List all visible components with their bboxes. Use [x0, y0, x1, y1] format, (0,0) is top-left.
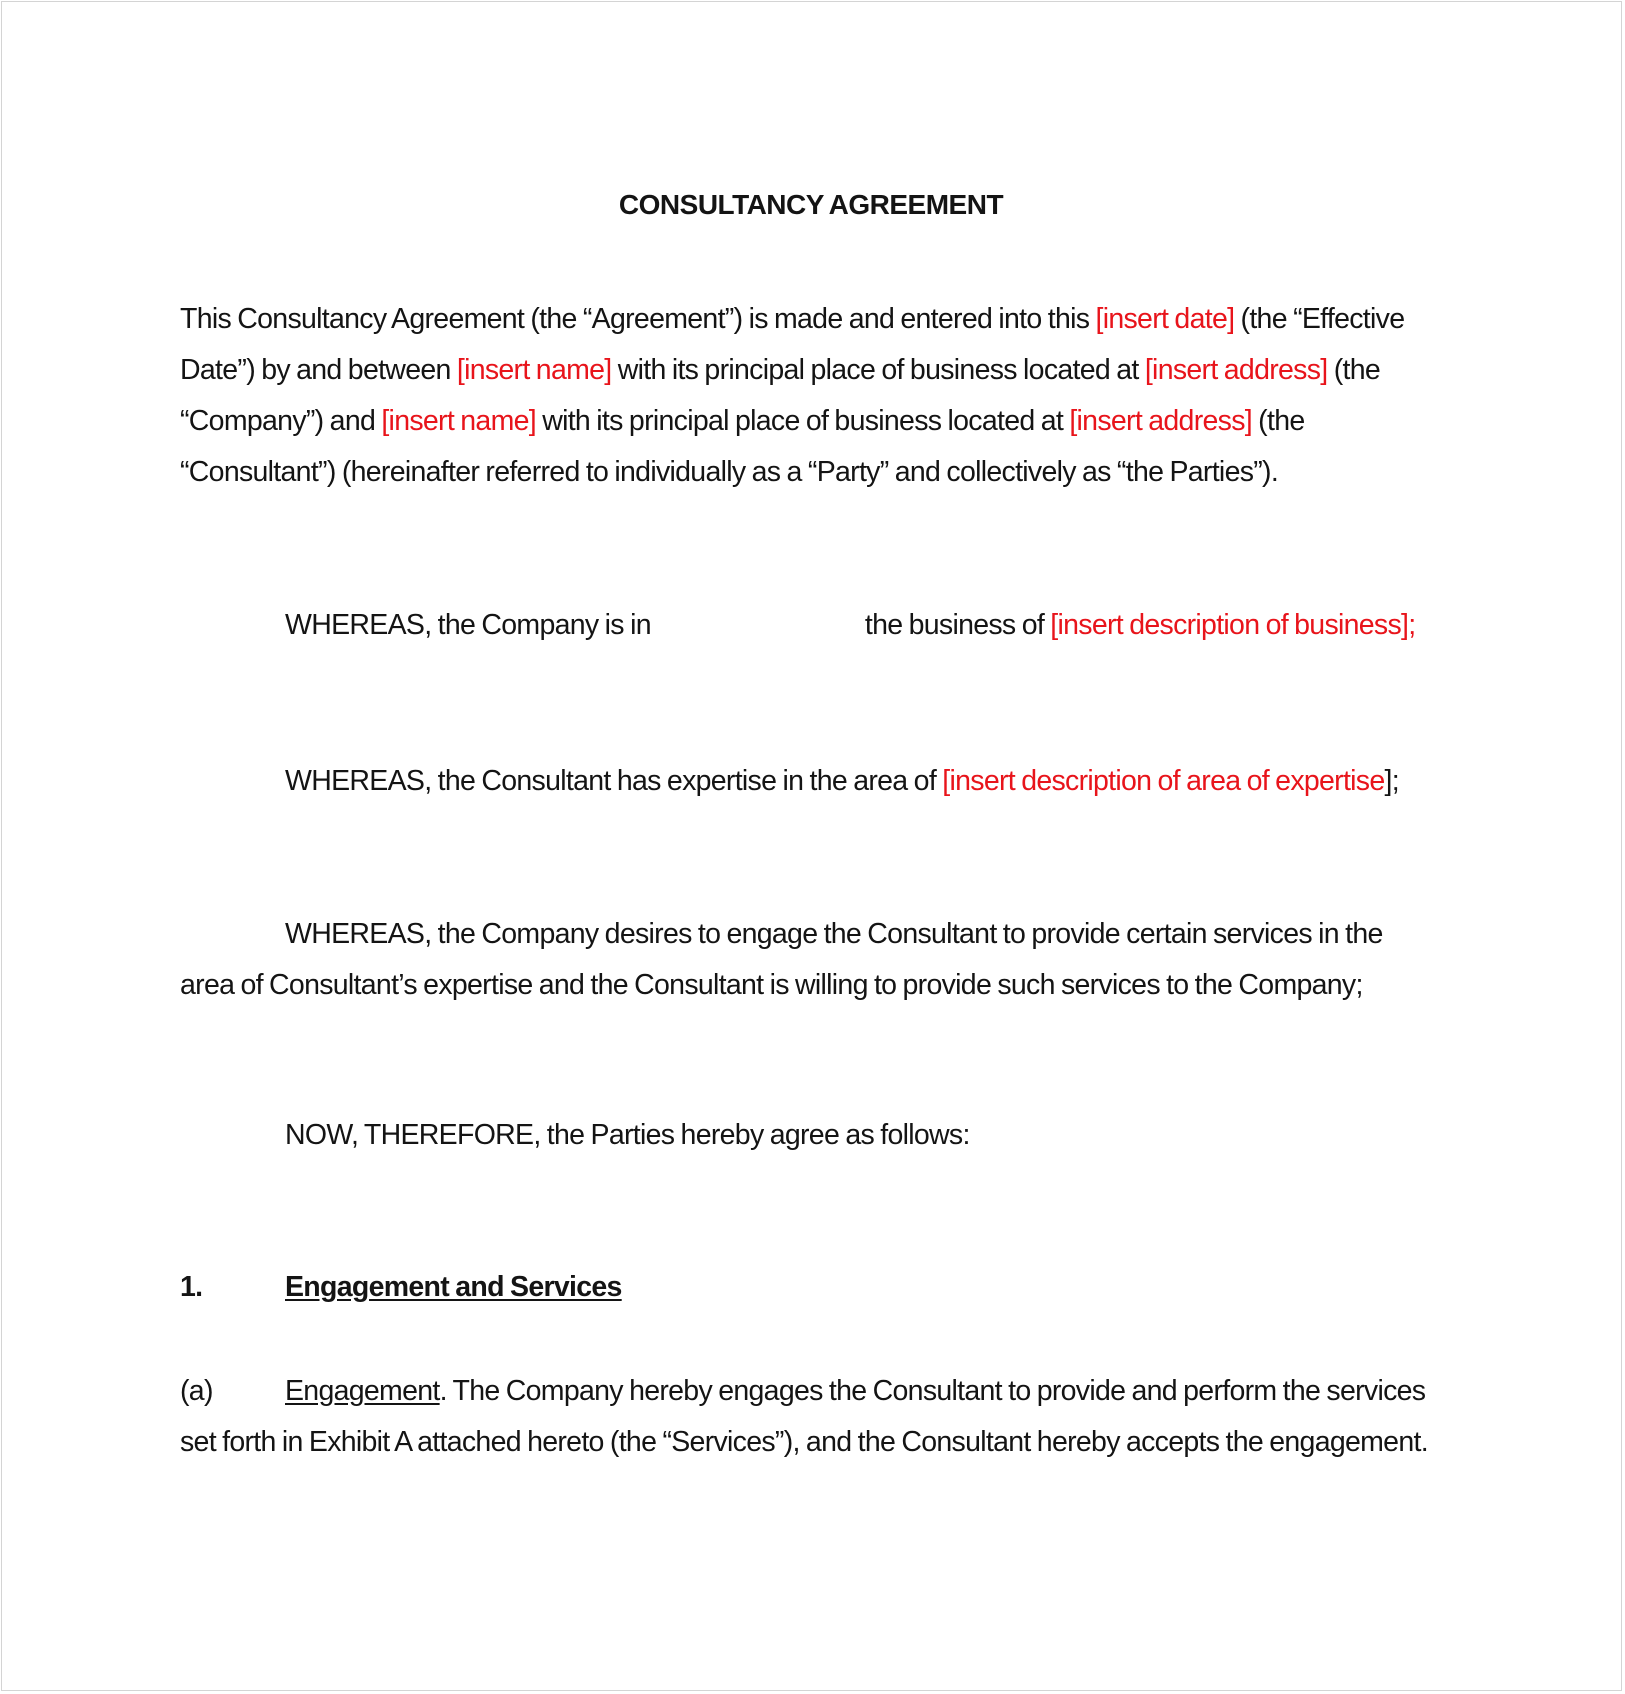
placeholder-business-description: [insert description of business]; — [1050, 609, 1416, 641]
document-page — [1, 1, 1622, 1691]
whereas-2-text-end: ]; — [1384, 765, 1399, 797]
placeholder-insert-address-consultant: [insert address] — [1069, 405, 1252, 437]
whereas-clause-1 — [180, 600, 1442, 651]
clause-title: Engagement — [285, 1375, 440, 1407]
whereas-clause-2 — [180, 756, 1442, 807]
whereas-1-text: WHEREAS, the Company is in — [285, 609, 651, 641]
intro-text-5: with its principal place of business located at — [535, 405, 1070, 437]
intro-text-1: This Consultancy Agreement (the “Agreement”) is made and entered into this — [180, 303, 1096, 335]
placeholder-insert-date: [insert date] — [1095, 303, 1235, 335]
whereas-clause-3 — [180, 909, 1442, 1011]
intro-text-3: with its principal place of business located at — [611, 354, 1145, 386]
intro-text-6: (the “Consultant”) (hereinafter referred to individually as a “Party” and collectively as “the Parties”). — [180, 405, 1305, 488]
placeholder-insert-name-company: [insert name] — [456, 354, 612, 386]
whereas-1-text-2: the business of — [864, 609, 1051, 641]
placeholder-expertise-description: [insert description of area of expertise — [942, 765, 1385, 797]
clause-text: . The Company hereby engages the Consultant to provide and perform the services set forth in Exhibit A attached hereto (the “Services”), and the Consultant hereby accepts the engagement. — [180, 1375, 1428, 1458]
placeholder-insert-address-company: [insert address] — [1144, 354, 1328, 386]
document-title: CONSULTANCY AGREEMENT — [618, 189, 1004, 220]
section-title: Engagement and Services — [285, 1271, 622, 1303]
whereas-3-text: WHEREAS, the Company desires to engage the Consultant to provide certain services in the area of Consultant’s expertise and the Consultant is willing to provide such services to the Company; — [180, 918, 1383, 1001]
intro-paragraph — [180, 294, 1442, 498]
intro-text-2: (the “Effective Date”) by and between — [180, 303, 1405, 386]
now-therefore-text: NOW, THEREFORE, the Parties hereby agree as follows: — [285, 1119, 970, 1151]
section-1-heading — [180, 1267, 622, 1307]
placeholder-insert-name-consultant: [insert name] — [381, 405, 536, 437]
now-therefore-clause — [180, 1110, 1442, 1161]
intro-text-4: (the “Company”) and — [180, 354, 1381, 437]
clause-label: (a) — [180, 1375, 213, 1407]
section-number: 1. — [180, 1271, 203, 1303]
clause-a-engagement — [180, 1366, 1442, 1468]
whereas-2-text: WHEREAS, the Consultant has expertise in the area of — [285, 765, 943, 797]
